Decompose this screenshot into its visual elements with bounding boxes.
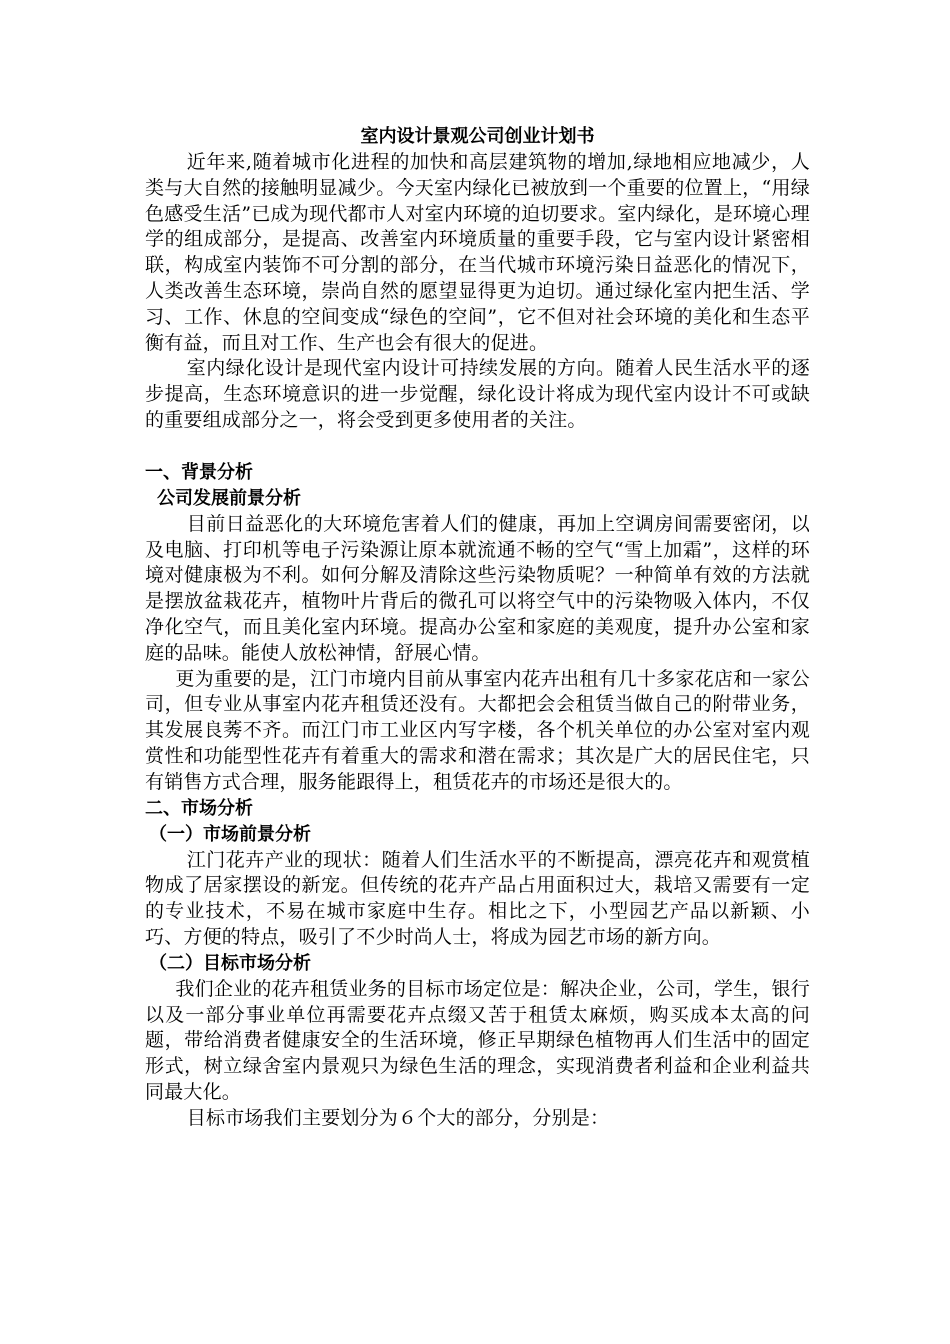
section-2-sub-1-paragraph: 江门花卉产业的现状：随着人们生活水平的不断提高，漂亮花卉和观赏植物成了居家摆设的新宠。但传统的花卉产品占用面积过大，栽培又需要有一定的专业技术，不易在城市家庭中生存。相比之下，小型园艺产品以新颖、小巧、方便的特点，吸引了不少时尚人士，将成为园艺市场的新方向。 — [145, 848, 810, 948]
spacer — [145, 434, 810, 460]
section-1-paragraph-1: 目前日益恶化的大环境危害着人们的健康，再加上空调房间需要密闭，以及电脑、打印机等电子污染源让原本就流通不畅的空气“雪上加霜”，这样的环境对健康极为不利。如何分解及清除这些污染物质呢？一种简单有效的方法就是摆放盆栽花卉，植物叶片背后的微孔可以将空气中的污染物吸入体内，不仅净化空气，而且美化室内环境。提高办公室和家庭的美观度，提升办公室和家庭的品味。能使人放松神情，舒展心情。 — [145, 512, 810, 664]
section-1-subheading: 公司发展前景分析 — [157, 487, 301, 509]
section-2-sub-2-heading: （二）目标市场分析 — [149, 952, 311, 974]
section-2-sub-1-heading: （一）市场前景分析 — [149, 823, 311, 845]
document-page — [145, 124, 810, 1132]
intro-paragraph-2: 室内绿化设计是现代室内设计可持续发展的方向。随着人民生活水平的逐步提高，生态环境意识的进一步觉醒，绿化设计将成为现代室内设计不可或缺的重要组成部分之一，将会受到更多使用者的关注。 — [145, 357, 810, 431]
section-2-sub-2-paragraph-1: 我们企业的花卉租赁业务的目标市场定位是：解决企业，公司，学生，银行以及一部分事业单位再需要花卉点缀又苦于租赁太麻烦，购买成本太高的问题，带给消费者健康安全的生活环境，修正早期绿色植物再人们生活中的固定形式，树立绿舍室内景观只为绿色生活的理念，实现消费者利益和企业利益共同最大化。 — [145, 977, 810, 1103]
section-2-sub-2-paragraph-2: 目标市场我们主要划分为６个大的部分，分别是： — [186, 1106, 610, 1129]
section-2-heading: 二、市场分析 — [145, 797, 253, 819]
intro-paragraph-1: 近年来,随着城市化进程的加快和高层建筑物的增加,绿地相应地减少，人类与大自然的接触明显减少。今天室内绿化已被放到一个重要的位置上，“用绿色感受生活”已成为现代都市人对室内环境的迫切要求。室内绿化，是环境心理学的组成部分，是提高、改善室内环境质量的重要手段，它与室内设计紧密相联，构成室内装饰不可分割的部分，在当代城市环境污染日益恶化的情况下，人类改善生态环境，崇尚自然的愿望显得更为迫切。通过绿化室内把生活、学习、工作、休息的空间变成“绿色的空间”，它不但对社会环境的美化和生态平衡有益，而且对工作、生产也会有很大的促进。 — [145, 151, 810, 354]
document-title: 室内设计景观公司创业计划书 — [360, 126, 595, 147]
section-1-paragraph-2: 更为重要的是，江门市境内目前从事室内花卉出租有几十多家花店和一家公司，但专业从事室内花卉租赁还没有。大都把会会租赁当做自己的附带业务，其发展良莠不齐。而江门市工业区内写字楼，各个机关单位的办公室对室内观赏性和功能型性花卉有着重大的需求和潜在需求；其次是广大的居民住宅，只有销售方式合理，服务能跟得上，租赁花卉的市场还是很大的。 — [145, 667, 810, 793]
section-1-heading: 一、背景分析 — [145, 461, 253, 483]
